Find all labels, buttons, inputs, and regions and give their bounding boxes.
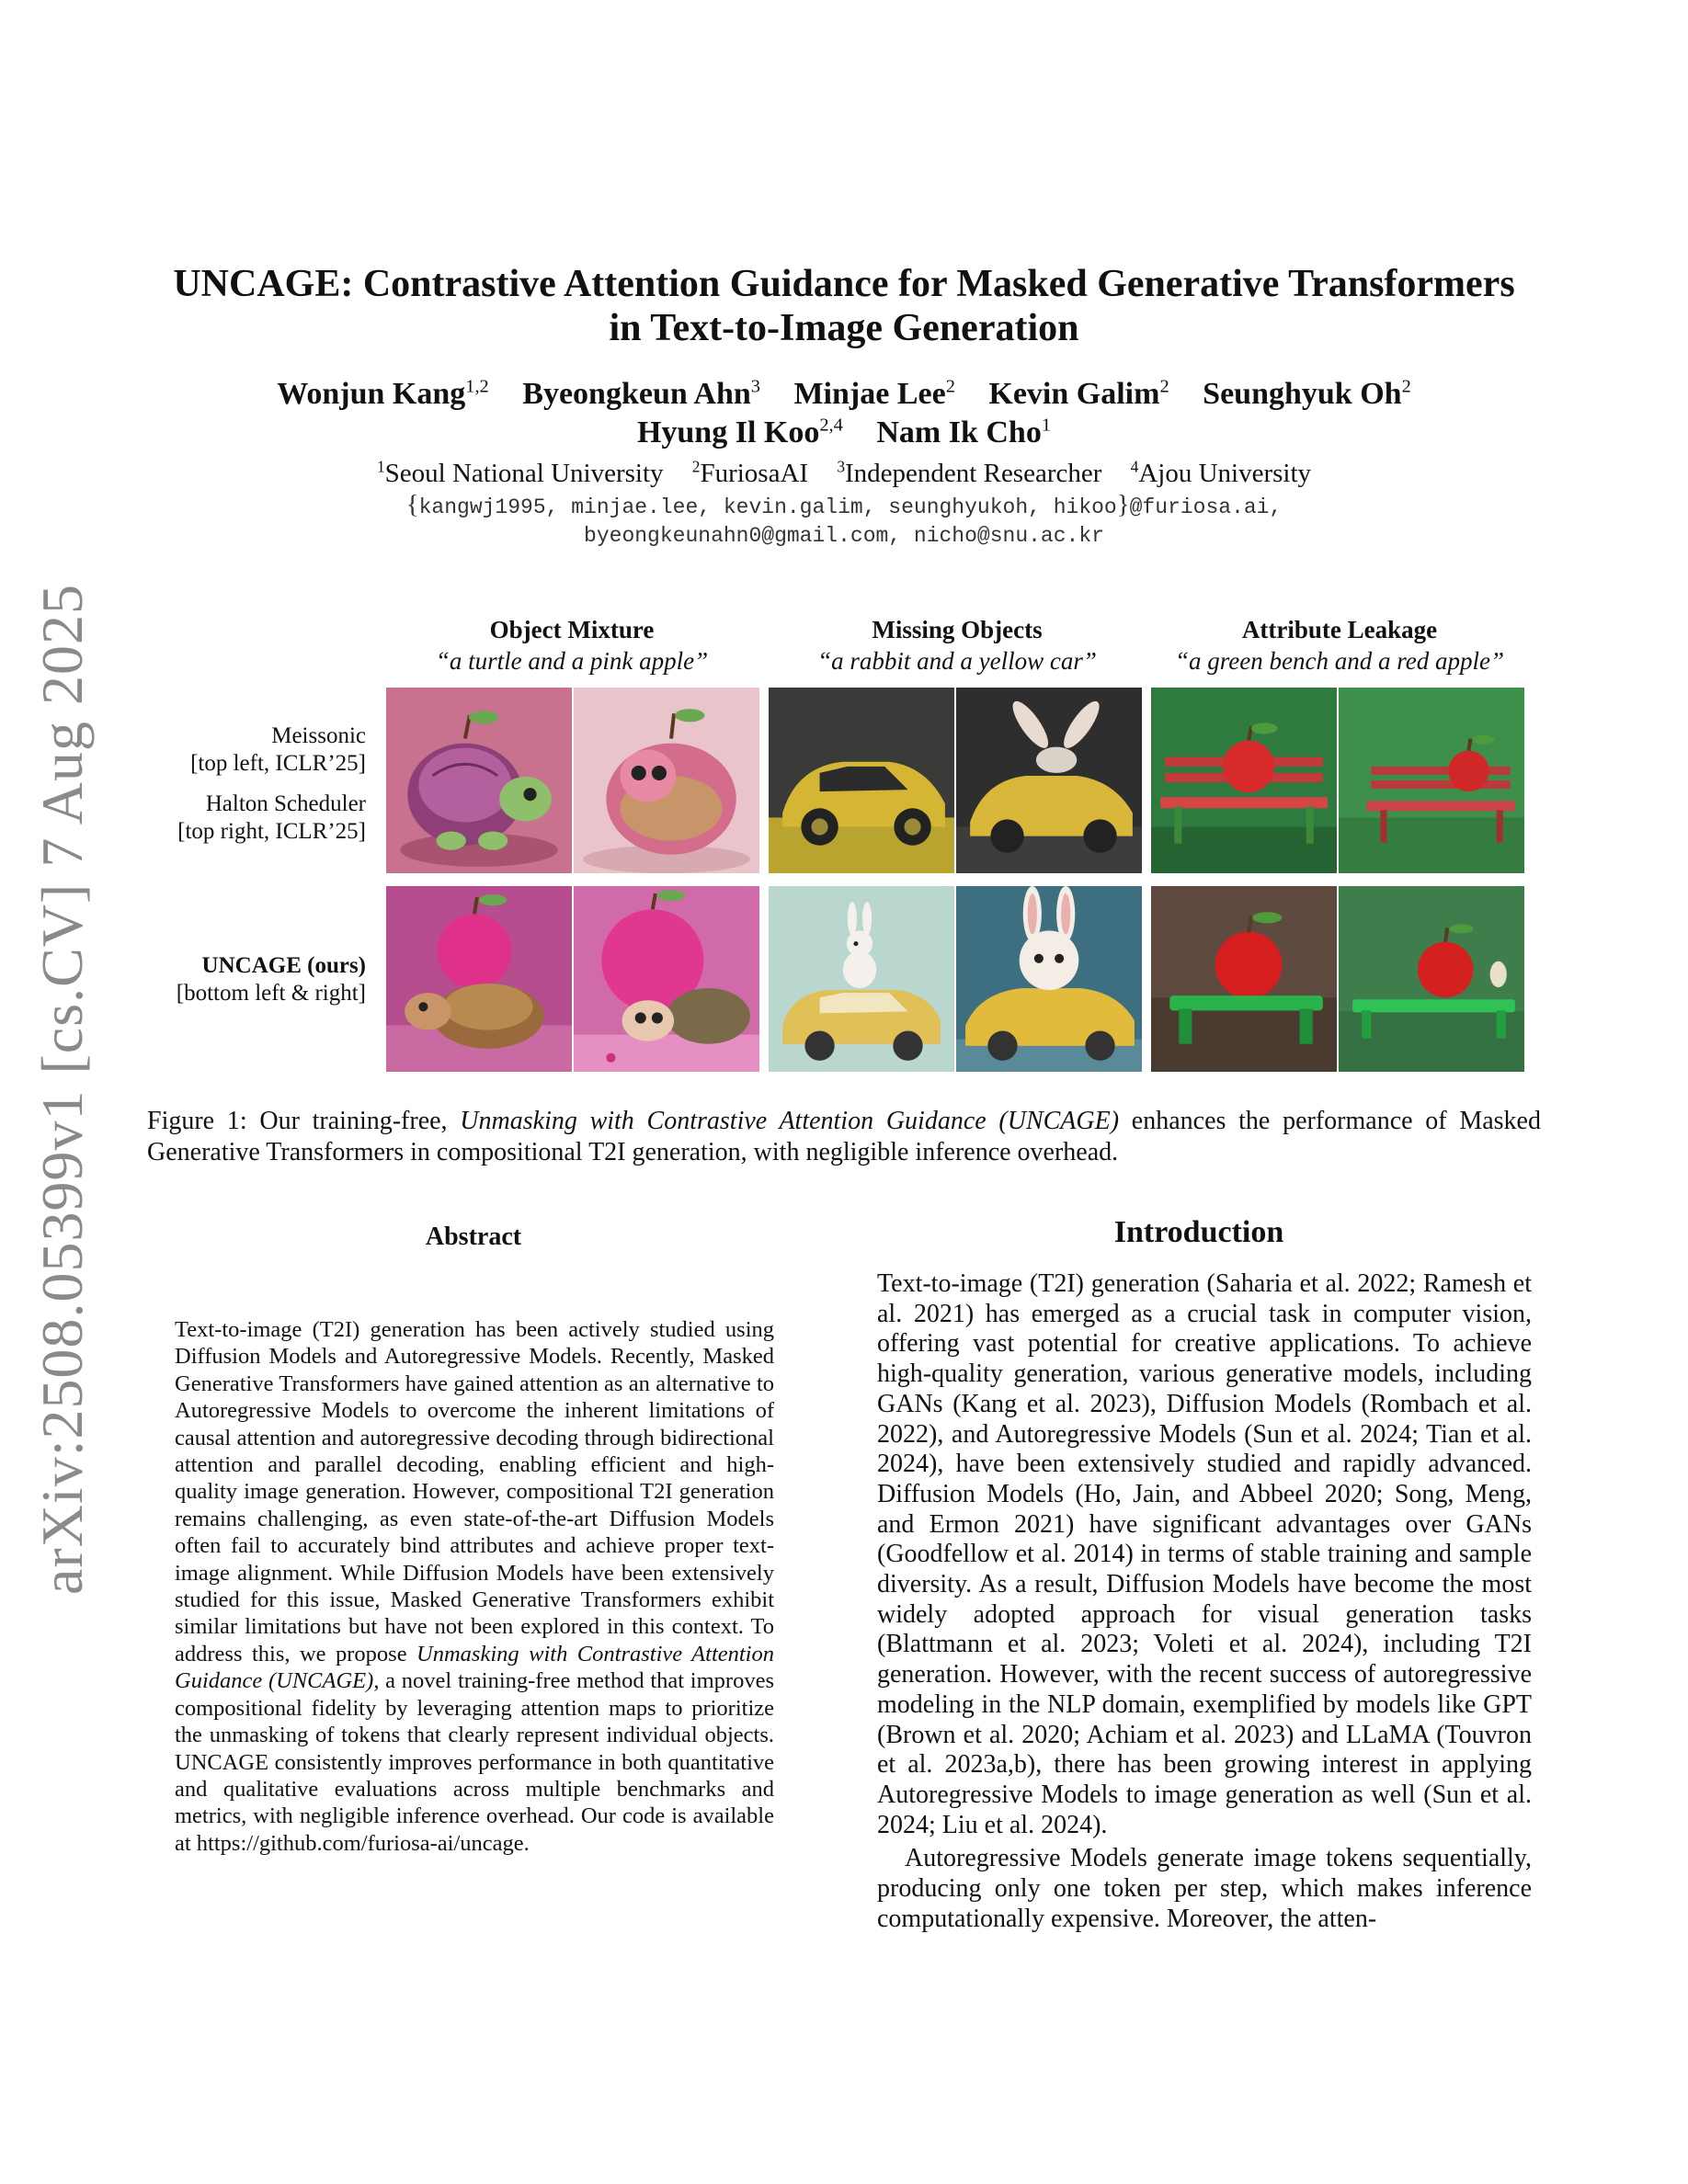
- figure-image-turtle-apple-halton: [574, 688, 759, 873]
- row-label-top: [136, 722, 366, 846]
- figure-image-rabbit-car-meissonic: [769, 688, 954, 873]
- abstract-body: Text-to-image (T2I) generation has been actively studied using Diffusion Models and Autoregressive Models. Recently, Masked Generative Transformers have gained attention as an alternative to Autoregressive Models to overcome the inherent limitations of causal attention and autoregressive decoding through bidirectional attention and parallel decoding, enabling efficient and high-quality image generation. However, compositional T2I generation remains challenging, as even state-of-the-art Diffusion Models often fail to accurately bind attributes and achieve proper text-image alignment. While Diffusion Models have been extensively studied for this issue, Masked Generative Transformers exhibit similar limitations but have not been explored in this context. To address this, we propose Unmasking with Contrastive Attention Guidance (UNCAGE), a novel training-free method that improves compositional fidelity by leveraging attention maps to prioritize the unmasking of tokens that clearly represent individual objects. UNCAGE consistently improves performance in both quantitative and qualitative evaluations across multiple benchmarks and metrics, with negligible inference overhead. Our code is available at https://github.com/furiosa-ai/uncage.: [175, 1317, 774, 1856]
- affiliation: $^2$FuriosaAI: [691, 457, 809, 488]
- introduction-body: [877, 1269, 1532, 1934]
- author-list: [138, 375, 1550, 452]
- title-line-2: in Text-to-Image Generation: [609, 307, 1079, 349]
- figure-image-turtle-apple-uncage-1: [386, 886, 572, 1072]
- figure-image-bench-apple-uncage-2: [1339, 886, 1524, 1072]
- paper-title: [138, 262, 1550, 350]
- affiliation: $^4$Ajou University: [1130, 457, 1312, 488]
- figure-image-bench-apple-halton: [1339, 688, 1524, 873]
- row-label-text: [bottom left & right]: [176, 981, 366, 1006]
- column-title: Object Mixture: [489, 616, 655, 643]
- row-label-text: UNCAGE (ours): [201, 953, 366, 978]
- author-line-2: [138, 414, 1550, 452]
- column-prompt: “a rabbit and a yellow car”: [817, 647, 1097, 675]
- figure-image-turtle-apple-uncage-2: [574, 886, 759, 1072]
- figure-image-rabbit-car-uncage-1: [769, 886, 954, 1072]
- arxiv-stamp-text: arXiv:2508.05399v1 [cs.CV] 7 Aug 2025: [29, 583, 95, 1596]
- column-prompt: “a turtle and a pink apple”: [435, 647, 709, 675]
- author: Seunghyuk Oh$^2$: [1203, 376, 1411, 411]
- figure-image-rabbit-car-halton: [956, 688, 1142, 873]
- author: Hyung Il Koo$^{2,4}$: [636, 415, 843, 449]
- column-title: Attribute Leakage: [1241, 616, 1438, 643]
- email-line-2: byeongkeunahn0@gmail.com, nicho@snu.ac.kr: [584, 524, 1104, 548]
- affiliations: [138, 458, 1550, 489]
- introduction-heading: Introduction: [1113, 1215, 1284, 1249]
- author: Nam Ik Cho$^1$: [876, 415, 1052, 449]
- author: Byeongkeun Ahn$^3$: [522, 376, 760, 411]
- arxiv-stamp: [17, 583, 108, 1596]
- author: Kevin Galim$^2$: [988, 376, 1169, 411]
- title-line-1: UNCAGE: Contrastive Attention Guidance for Masked Generative Transformers: [173, 263, 1515, 305]
- row-label-text: [top left, ICLR’25]: [190, 751, 366, 776]
- row-label-bottom: [136, 952, 366, 1007]
- email-list: [138, 491, 1550, 551]
- author-line-1: [138, 375, 1550, 414]
- figure-column-header: [1151, 614, 1528, 677]
- figure-column-header: [383, 614, 760, 677]
- figure-image-rabbit-car-uncage-2: [956, 886, 1142, 1072]
- row-label-text: [top right, ICLR’25]: [177, 819, 366, 844]
- email-line-1: {kangwj1995, minjae.lee, kevin.galim, seunghyukoh, hikoo}@furiosa.ai,: [405, 490, 1283, 519]
- figure-image-turtle-apple-meissonic: [386, 688, 572, 873]
- author: Wonjun Kang$^{1,2}$: [277, 376, 489, 411]
- figure-caption: Figure 1: Our training-free, Unmasking with Contrastive Attention Guidance (UNCAGE) enhances the performance of Masked Generative Transformers in compositional T2I generation, with negligible inference overhead.: [147, 1107, 1541, 1166]
- figure-image-bench-apple-meissonic: [1151, 688, 1337, 873]
- figure-image-bench-apple-uncage-1: [1151, 886, 1337, 1072]
- author: Minjae Lee$^2$: [793, 376, 955, 411]
- paragraph: Autoregressive Models generate image tokens sequentially, producing only one token per step, which makes inference computationally expensive. Moreover, the atten-: [877, 1844, 1532, 1933]
- paragraph: Text-to-image (T2I) generation (Saharia et al. 2022; Ramesh et al. 2021) has emerged as a crucial task in computer vision, offering vast potential for creative applications. To achieve high-quality generation, various generative models, including GANs (Kang et al. 2023), Diffusion Models (Rombach et al. 2022), and Autoregressive Models (Sun et al. 2024; Tian et al. 2024), have been extensively studied and rapidly advanced. Diffusion Models (Ho, Jain, and Abbeel 2020; Song, Meng, and Ermon 2021) have significant advantages over GANs (Goodfellow et al. 2014) in terms of stable training and sample diversity. As a result, Diffusion Models have become the most widely adopted approach for visual generation tasks (Blattmann et al. 2023; Voleti et al. 2024), including T2I generation. However, with the recent success of autoregressive modeling in the NLP domain, exemplified by models like GPT (Brown et al. 2020; Achiam et al. 2023) and LLaMA (Touvron et al. 2023a,b), there has been growing interest in applying Autoregressive Models to image generation as well (Sun et al. 2024; Liu et al. 2024).: [877, 1269, 1532, 1839]
- abstract-heading: Abstract: [425, 1223, 522, 1251]
- row-label-text: Meissonic: [271, 723, 366, 748]
- affiliation: $^3$Independent Researcher: [837, 457, 1102, 488]
- column-title: Missing Objects: [872, 616, 1043, 643]
- column-prompt: “a green bench and a red apple”: [1175, 647, 1504, 675]
- figure-column-header: [769, 614, 1146, 677]
- row-label-text: Halton Scheduler: [205, 791, 366, 816]
- affiliation: $^1$Seoul National University: [376, 457, 664, 488]
